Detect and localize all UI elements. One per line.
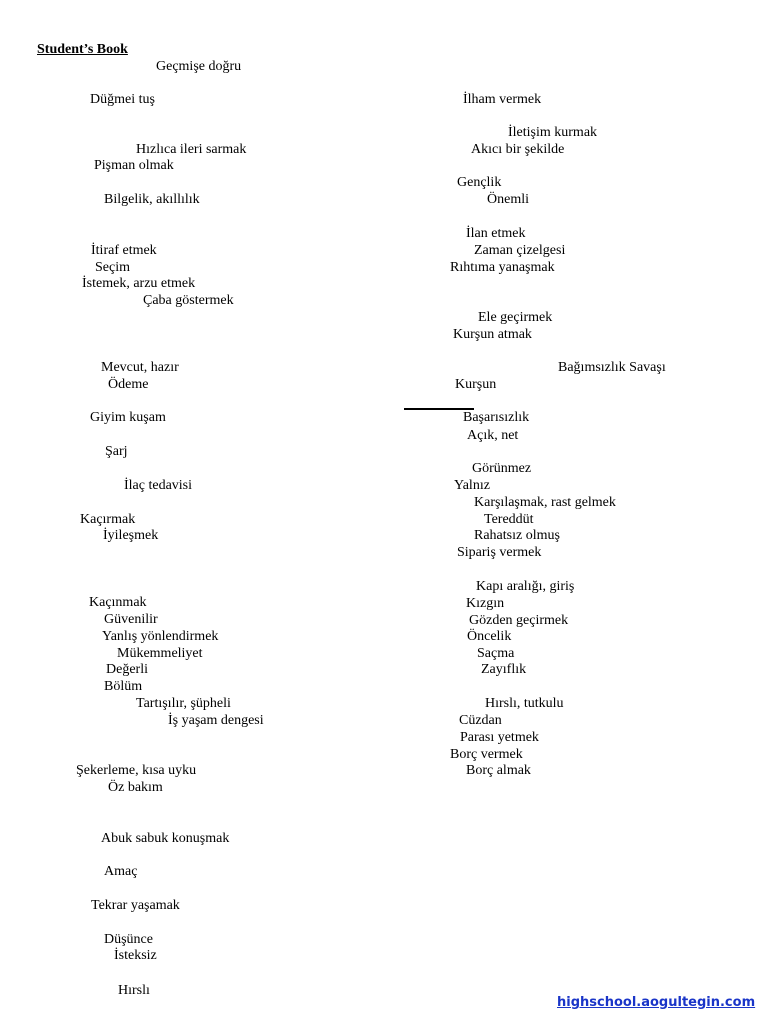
right-word: Zayıflık (481, 662, 527, 677)
left-word: Giyim kuşam (90, 410, 166, 425)
right-word: Borç almak (466, 763, 531, 778)
right-word: Ele geçirmek (478, 310, 553, 325)
left-word: İsteksiz (114, 948, 157, 963)
left-word: İtiraf etmek (91, 243, 157, 258)
right-word: İlham vermek (463, 92, 542, 107)
right-word: Rahatsız olmuş (474, 528, 560, 543)
left-word: Şekerleme, kısa uyku (76, 763, 197, 778)
left-word: Mükemmeliyet (117, 646, 203, 661)
left-word: Bilgelik, akıllılık (104, 192, 200, 207)
left-word: Seçim (95, 260, 130, 275)
left-word: İyileşmek (103, 528, 159, 543)
right-word: Tereddüt (484, 512, 534, 527)
left-word: Hırslı (118, 983, 150, 998)
right-word: Açık, net (467, 428, 519, 443)
right-word: Kurşun atmak (453, 327, 532, 342)
left-word: Öz bakım (108, 780, 163, 795)
right-word: Öncelik (467, 629, 512, 644)
right-word: Bağımsızlık Savaşı (558, 360, 666, 375)
left-word: Tekrar yaşamak (91, 898, 180, 913)
left-word: Düşünce (104, 932, 153, 947)
left-word: Şarj (105, 444, 128, 459)
top-label: Geçmişe doğru (156, 59, 242, 74)
left-word: Abuk sabuk konuşmak (101, 831, 230, 846)
right-word: Sipariş vermek (457, 545, 542, 560)
left-word: Amaç (104, 864, 138, 879)
right-word: Karşılaşmak, rast gelmek (474, 495, 616, 510)
left-word: Güvenilir (104, 612, 158, 627)
left-word: Ödeme (108, 377, 149, 392)
left-word: Pişman olmak (94, 158, 174, 173)
right-word: Kurşun (455, 377, 497, 392)
left-word: Hızlıca ileri sarmak (136, 142, 247, 157)
right-word: Kızgın (466, 596, 505, 611)
right-word: Zaman çizelgesi (474, 243, 566, 258)
right-word: Gözden geçirmek (469, 613, 569, 628)
right-word: Akıcı bir şekilde (471, 142, 565, 157)
left-word: Kaçınmak (89, 595, 147, 610)
right-word: Kapı aralığı, giriş (476, 579, 575, 594)
left-word: Bölüm (104, 679, 143, 694)
right-word: Rıhtıma yanaşmak (450, 260, 555, 275)
right-word: Cüzdan (459, 713, 502, 728)
right-word: Başarısızlık (463, 410, 530, 425)
right-word: İletişim kurmak (508, 125, 598, 140)
left-word: Değerli (106, 662, 148, 677)
left-word: İlaç tedavisi (124, 478, 193, 493)
left-word: İş yaşam dengesi (168, 713, 264, 728)
document-heading: Student’s Book (37, 42, 128, 57)
left-word: Kaçırmak (80, 512, 136, 527)
left-word: Mevcut, hazır (101, 360, 179, 375)
right-word: Parası yetmek (460, 730, 539, 745)
right-word: Gençlik (457, 175, 502, 190)
left-word: İstemek, arzu etmek (82, 276, 196, 291)
left-word: Tartışılır, şüpheli (136, 696, 231, 711)
website-link[interactable]: highschool.aogultegin.com (557, 995, 756, 1010)
left-word: Yanlış yönlendirmek (102, 629, 219, 644)
right-word: Hırslı, tutkulu (485, 696, 564, 711)
right-word: İlan etmek (466, 226, 526, 241)
left-word: Düğmei tuş (90, 92, 155, 107)
right-word: Saçma (477, 646, 515, 661)
right-word: Borç vermek (450, 747, 523, 762)
right-word: Önemli (487, 192, 529, 207)
right-word: Yalnız (454, 478, 490, 493)
left-word: Çaba göstermek (143, 293, 234, 308)
right-word: Görünmez (472, 461, 532, 476)
